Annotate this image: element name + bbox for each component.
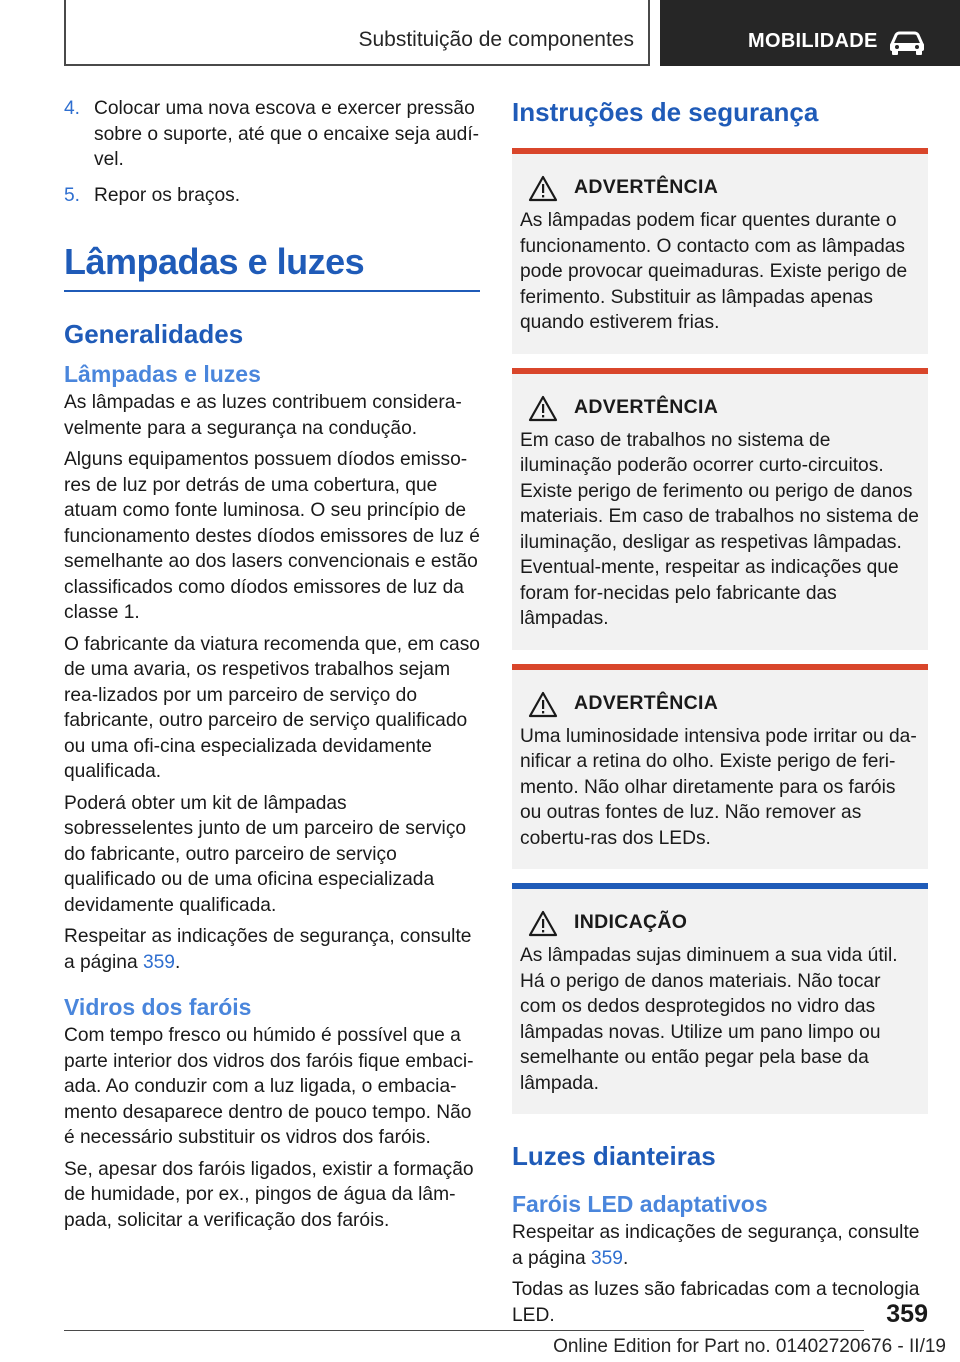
step-list (64, 96, 480, 208)
paragraph-text: Respeitar as indicações de segurança, consulte a página (512, 1222, 920, 1269)
chapter-title: Lâmpadas e luzes (64, 218, 480, 292)
notice-text: As lâmpadas sujas diminuem a sua vida útil. Há o perigo de danos materiais. Não tocar com os dedos desprotegidos no vidro das lâmpadas novas. Utilize um pano limpo ou semelhante ou então pegar pela base da lâmpada. (520, 945, 898, 1094)
warning-triangle-icon (528, 690, 558, 718)
car-icon (888, 30, 926, 56)
paragraph: Todas as luzes são fabricadas com a tecnologia LED. (512, 1279, 920, 1326)
step-number: 4. (64, 98, 81, 119)
warning-triangle-icon (528, 174, 558, 202)
paragraph: Alguns equipamentos possuem díodos emisso-res de luz por detrás de uma cobertura, que atuam como fonte luminosa. O seu princípio de funcionamento destes díodos emissores de luz é semelhante ao dos lasers convencionais e estão classificados como díodos emissores de luz da classe 1. (64, 449, 480, 623)
section-heading-generalidades: Generalidades (64, 319, 244, 349)
section-heading-seguranca: Instruções de segurança (512, 97, 819, 127)
notice-box (512, 883, 928, 1114)
warning-triangle-icon (528, 909, 558, 937)
warning-text: Em caso de trabalhos no sistema de iluminação poderão ocorrer curto-circuitos. Existe perigo de ferimento ou perigo de danos materiais. Em caso de trabalhos no sistema de iluminação, desligar as respetivas lâmpadas. Eventual-mente, respeitar as indicações que foram for-necidas pelo fabricante das lâmpadas. (520, 429, 919, 629)
paragraph: As lâmpadas e as luzes contribuem considera-velmente para a segurança na condução. (64, 392, 462, 439)
warning-box (512, 664, 928, 870)
warning-box (512, 148, 928, 354)
page-link[interactable]: 359 (590, 1247, 623, 1269)
subheading-lampadas: Lâmpadas e luzes (64, 361, 261, 387)
edition-note: Online Edition for Part no. 01402720676 - II/19 (553, 1336, 946, 1357)
notice-title: INDICAÇÃO (574, 911, 688, 934)
section-title: Substituição de componentes (358, 28, 634, 51)
warning-box (512, 368, 928, 650)
notice-header (520, 903, 922, 943)
header-category-tab (660, 0, 960, 66)
footer-divider (64, 1330, 864, 1331)
paragraph: O fabricante da viatura recomenda que, em caso de uma avaria, os respetivos trabalhos sejam rea-lizados por um parceiro de serviço do fabricante, outro parceiro de serviço qualificado ou uma ofi-cina especializada devidamente qualificada. (64, 633, 480, 782)
warning-header (520, 168, 922, 208)
paragraph-with-link (64, 924, 480, 975)
page-number: 359 (886, 1300, 928, 1328)
step-text: Colocar uma nova escova e exercer pressão sobre o suporte, até que o encaixe seja audí-vel. (94, 98, 480, 170)
subheading-farois-led: Faróis LED adaptativos (512, 1191, 768, 1217)
paragraph-text: . (174, 951, 181, 973)
category-label: MOBILIDADE (748, 30, 878, 52)
warning-header (520, 388, 922, 428)
paragraph-text: Respeitar as indicações de segurança, consulte a página (64, 926, 472, 973)
paragraph-with-link (512, 1220, 928, 1271)
step-number: 5. (64, 184, 81, 206)
header-section-tab (64, 0, 650, 66)
warning-header (520, 684, 922, 724)
paragraph: Com tempo fresco ou húmido é possível que a parte interior dos vidros dos faróis fique embaci-ada. Ao conduzir com a luz ligada, o embacia-mento desaparece dentro de pouco tempo. Não é necessário substituir os vidros dos faróis. (64, 1025, 474, 1148)
paragraph: Se, apesar dos faróis ligados, existir a formação de humidade, por ex., pingos de água da lâm-pada, solicitar a verificação dos faróis. (64, 1158, 474, 1231)
subheading-vidros: Vidros dos faróis (64, 994, 252, 1020)
paragraph: Poderá obter um kit de lâmpadas sobresselentes junto de um parceiro de serviço do fabricante, outro parceiro de serviço qualificado ou de uma oficina especializada devidamente qualificada. (64, 792, 467, 916)
warning-title: ADVERTÊNCIA (574, 176, 719, 199)
step-item (64, 96, 480, 173)
paragraph-text: . (622, 1247, 629, 1269)
warning-triangle-icon (528, 394, 558, 422)
section-heading-luzes-dianteiras: Luzes dianteiras (512, 1141, 716, 1171)
warning-text: As lâmpadas podem ficar quentes durante o funcionamento. O contacto com as lâmpadas pode provocar queimaduras. Existe perigo de ferimento. Substituir as lâmpadas apenas quando estiverem frias. (520, 210, 908, 333)
step-text: Repor os braços. (94, 184, 241, 206)
page-link[interactable]: 359 (142, 951, 175, 973)
step-item (64, 183, 480, 209)
warning-title: ADVERTÊNCIA (574, 395, 719, 418)
warning-text: Uma luminosidade intensiva pode irritar ou da-nificar a retina do olho. Existe perigo de feri-mento. Não olhar diretamente para os faróis ou outras fontes de luz. Não remover as cobertu-ras dos LEDs. (520, 725, 917, 849)
left-column (64, 96, 480, 1239)
right-column (512, 96, 928, 1334)
warning-title: ADVERTÊNCIA (574, 691, 719, 714)
